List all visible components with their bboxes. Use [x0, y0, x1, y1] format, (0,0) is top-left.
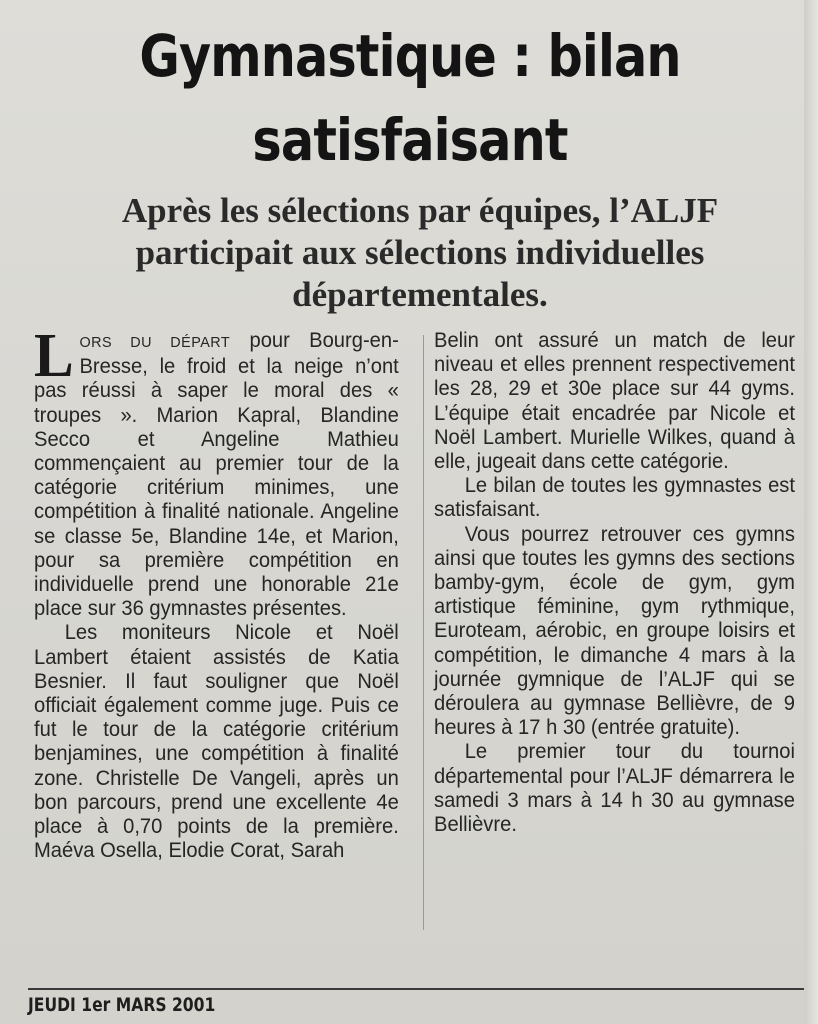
- column-right: [434, 329, 795, 837]
- column-divider: [423, 335, 424, 930]
- paragraph: Les moniteurs Nicole et Noël Lambert étaient assistés de Katia Besnier. Il faut souligner que Noël officiait également comme juge. Puis ce fut le tour de la catégorie critérium benjamines, une compétition à finalité zone. Christelle De Vangeli, après un bon parcours, prend une excellente 4e place à 0,70 points de la première. Maéva Osella, Elodie Corat, Sarah: [34, 621, 399, 863]
- lead-text: pour Bourg-en-Bresse, le froid et la neige n’ont pas réussi à saper le moral des « troupes ». Marion Kapral, Blandine Secco et Angeline Mathieu commençaient au premier tour de la catégorie critérium minimes, une compétition à finalité nationale. Angeline se classe 5e, Blandine 14e, et Marion, pour sa première compétition en individuelle prend une honorable 21e place sur 36 gymnastes présentes.: [34, 329, 399, 621]
- paragraph: Vous pourrez retrouver ces gymns ainsi que toutes les gymns des sections bamby-gym, école de gym, gym artistique féminine, gym rythmique, Euroteam, aérobic, en groupe loisirs et compétition, le dimanche 4 mars à la journée gymnique de l’ALJF qui se déroulera au gymnase Bellièvre, de 9 heures à 17 h 30 (entrée gratuite).: [434, 522, 795, 740]
- subheadline: Après les sélections par équipes, l’ALJF participait aux sélections individuelles départementales.: [121, 191, 719, 314]
- drop-cap: L: [34, 322, 74, 390]
- paragraph: Le premier tour du tournoi départemental pour l’ALJF démarrera le samedi 3 mars à 14 h 30 au gymnase Bellièvre.: [434, 740, 795, 837]
- headline: Gymnastique : bilan satisfaisant: [139, 22, 681, 174]
- column-left: [34, 322, 399, 863]
- dateline: JEUDI 1er MARS 2001: [28, 994, 216, 1016]
- lead-smallcaps: ORS DU DÉPART: [79, 334, 231, 351]
- footer-rule: [28, 988, 804, 990]
- paragraph-lead: [34, 322, 399, 621]
- paragraph: Belin ont assuré un match de leur niveau et elles prennent respectivement les 28, 29 et 30e place sur 44 gyms. L’équipe était encadrée par Nicole et Noël Lambert. Murielle Wilkes, quand à elle, jugeait dans cette catégorie.: [434, 329, 795, 474]
- paragraph: Le bilan de toutes les gymnastes est satisfaisant.: [434, 474, 795, 522]
- page-edge: [804, 0, 818, 1024]
